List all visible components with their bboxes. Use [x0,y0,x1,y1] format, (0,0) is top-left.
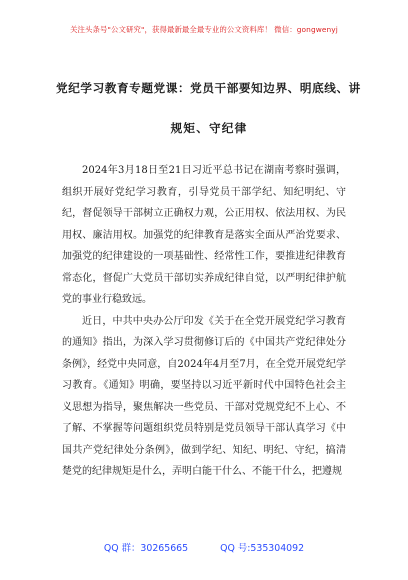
footer-qq-group: QQ 群：30265665 [103,543,189,554]
document-title-line-2: 规矩、守纪律 [170,121,248,135]
paragraph-1: 2024年3月18日至21日习近平总书记在湖南考察时强调，组织开展好党纪学习教育，引导党员干部学纪、知纪明纪、守纪，督促领导干部树立正确权力观，公正用权、依法用权、为民用权、廉洁用权。加强党的纪律教育是落实全面从严治党要求、加强党的纪律建设的一项基础性、经常性工作，要推进纪律教育常态化，督促广大党员干部切实养成纪律自觉，以严明纪律护航党的事业行稳致远。 [62,165,346,305]
document-body [62,160,346,483]
document-title-line-1: 党纪学习教育专题党课：党员干部要知边界、明底线、讲 [56,81,361,95]
header-promo-note: 关注头条号"公文研究"，获得最新最全最专业的公文资料库！ 微信：gongwenyj [70,25,338,34]
paragraph-2: 近日，中共中央办公厅印发《关于在全党开展党纪学习教育的通知》指出，为深入学习贯彻修订后的《中国共产党纪律处分条例》，经党中央同意，自2024年4月至7月，在全党开展党纪学习教育。《通知》明确，要坚持以习近平新时代中国特色社会主义思想为指导，聚焦解决一些党员、干部对党规党纪不上心、不了解、不掌握等问题组织党员特别是党员领导干部认真学习《中国共产党纪律处分条例》，做到学纪、知纪、明纪、守纪，搞清楚党的纪律规矩是什么，弄明白能干什么、不能干什么，把遵规 [62,315,346,477]
footer-qq-number: QQ 号:535304092 [220,543,305,554]
footer-contact [0,540,408,554]
